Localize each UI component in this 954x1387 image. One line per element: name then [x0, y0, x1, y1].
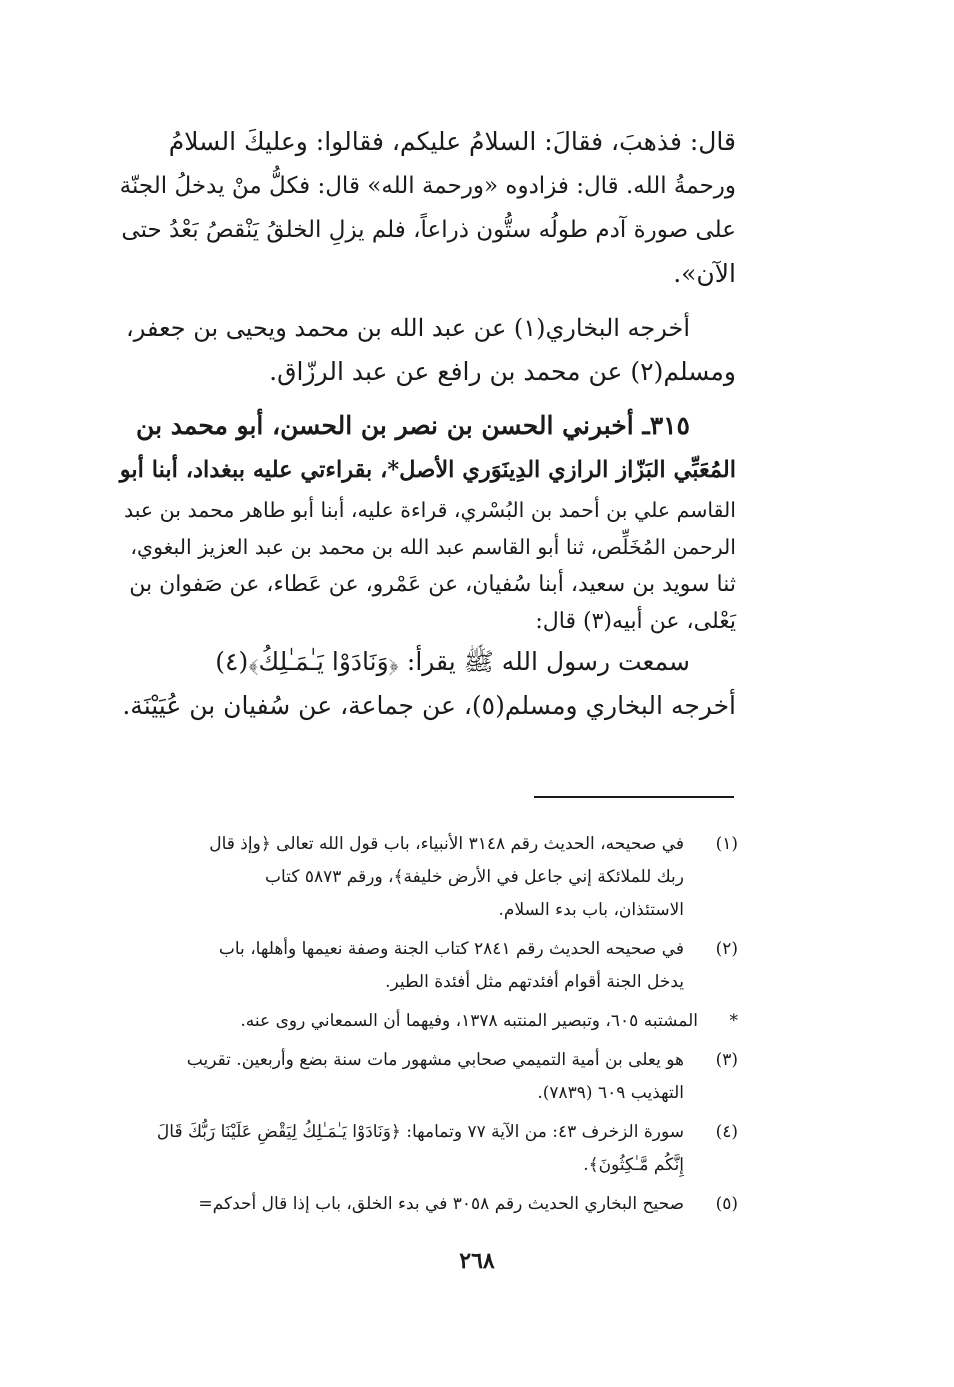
matn-line: سمعت رسول الله ﷺ يقرأ: ﴿وَنَادَوْا يَـٰمَـٰلِكُ﴾(٤) [215, 647, 690, 676]
hadith-heading: ٣١٥ـ أخبرني الحسن بن نصر بن الحسن، أبو محمد بن [136, 411, 690, 440]
isnad-line: القاسم علي بن أحمد بن البُسْري، قراءة عليه، أبنا أبو طاهر محمد بن عبد [123, 498, 736, 522]
text-line: على صورة آدم طولُه ستُّون ذراعاً، فلم يزلِ الخلقُ يَنْقصُ بَعْدُ حتى [121, 217, 736, 243]
footnote-line: في صحيحه، الحديث رقم ٣١٤٨ الأنبياء، باب قول الله تعالى ﴿وإذ قال [209, 834, 684, 854]
footnote-line: إِنَّكُم مَّـٰكِثُونَ﴾. [583, 1155, 684, 1175]
footnote-asterisk: * [729, 1011, 738, 1031]
footnote-line: هو يعلى بن أمية التميمي صحابي مشهور مات سنة بضع وأربعين. تقريب [186, 1050, 684, 1070]
text-line: أخرجه البخاري ومسلم(٥)، عن جماعة، عن سُفيان بن عُيَيْنَة. [122, 691, 736, 720]
footnote-number: (٤) [715, 1122, 738, 1142]
footnote-line: ربك للملائكة إني جاعل في الأرض خليفة﴾، ورقم ٥٨٧٣ كتاب [265, 867, 684, 887]
footnote-line: الاستئذان، باب بدء السلام. [498, 900, 684, 920]
footnote-line: التهذيب ٦٠٩ (٧٨٣٩). [537, 1083, 684, 1103]
footnote-line: سورة الزخرف ٤٣: من الآية ٧٧ وتمامها: ﴿وَنَادَوْا يَـٰمَـٰلِكُ لِيَقْضِ عَلَيْنَا رَبُّكَ قَالَ [156, 1122, 684, 1142]
footnote-number: (٣) [715, 1050, 738, 1070]
footnote [118, 933, 738, 999]
hadith-heading: المُعَبِّي البَزّاز الرازي الدِينَوَري الأصل*، بقراءتي عليه ببغداد، أبنا أبو [119, 457, 736, 483]
text-line: ورحمةُ الله. قال: فزادوه «ورحمة الله» قال: فكلُّ منْ يدخلُ الجنّة [119, 173, 736, 199]
text-line: الآن». [673, 259, 736, 288]
footnote-line: صحيح البخاري الحديث رقم ٣٠٥٨ في بدء الخلق، باب إذا قال أحدكم= [198, 1194, 684, 1214]
footnote-line: في صحيحه الحديث رقم ٢٨٤١ كتاب الجنة وصفة نعيمها وأهلها، باب [218, 939, 684, 959]
isnad-line: يَعْلى، عن أبيه(٣) قال: [535, 609, 736, 634]
main-text [118, 120, 736, 728]
footnotes [118, 828, 738, 1221]
footnote-number: (٢) [715, 939, 738, 959]
footnote-divider [534, 796, 734, 798]
footnote [118, 828, 738, 927]
footnote [118, 1116, 738, 1182]
isnad-line: ثنا سويد بن سعيد، أبنا سُفيان، عن عَمْرو، عن عَطاء، عن صَفوان بن [129, 572, 736, 597]
footnote [118, 1188, 738, 1221]
isnad-line: الرحمن المُخَلِّص، ثنا أبو القاسم عبد الله بن محمد بن عبد العزيز البغوي، [130, 535, 736, 559]
footnote-number: (٥) [715, 1194, 738, 1214]
footnote [118, 1044, 738, 1110]
text-line: ومسلم(٢) عن محمد بن رافع عن عبد الرزّاق. [269, 357, 736, 386]
text-line: أخرجه البخاري(١) عن عبد الله بن محمد ويحيى بن جعفر، [126, 314, 690, 342]
footnote-line: المشتبه ٦٠٥، وتبصير المنتبه ١٣٧٨، وفيهما أن السمعاني روى عنه. [240, 1011, 698, 1031]
footnote-line: يدخل الجنة أقوام أفئدتهم مثل أفئدة الطير. [385, 972, 684, 992]
text-line: قال: فذهبَ، فقالَ: السلامُ عليكم، فقالوا: وعليكَ السلامُ [168, 127, 736, 156]
page-number: ٢٦٨ [459, 1248, 495, 1274]
footnote [118, 1005, 738, 1038]
footnote-number: (١) [715, 834, 738, 854]
